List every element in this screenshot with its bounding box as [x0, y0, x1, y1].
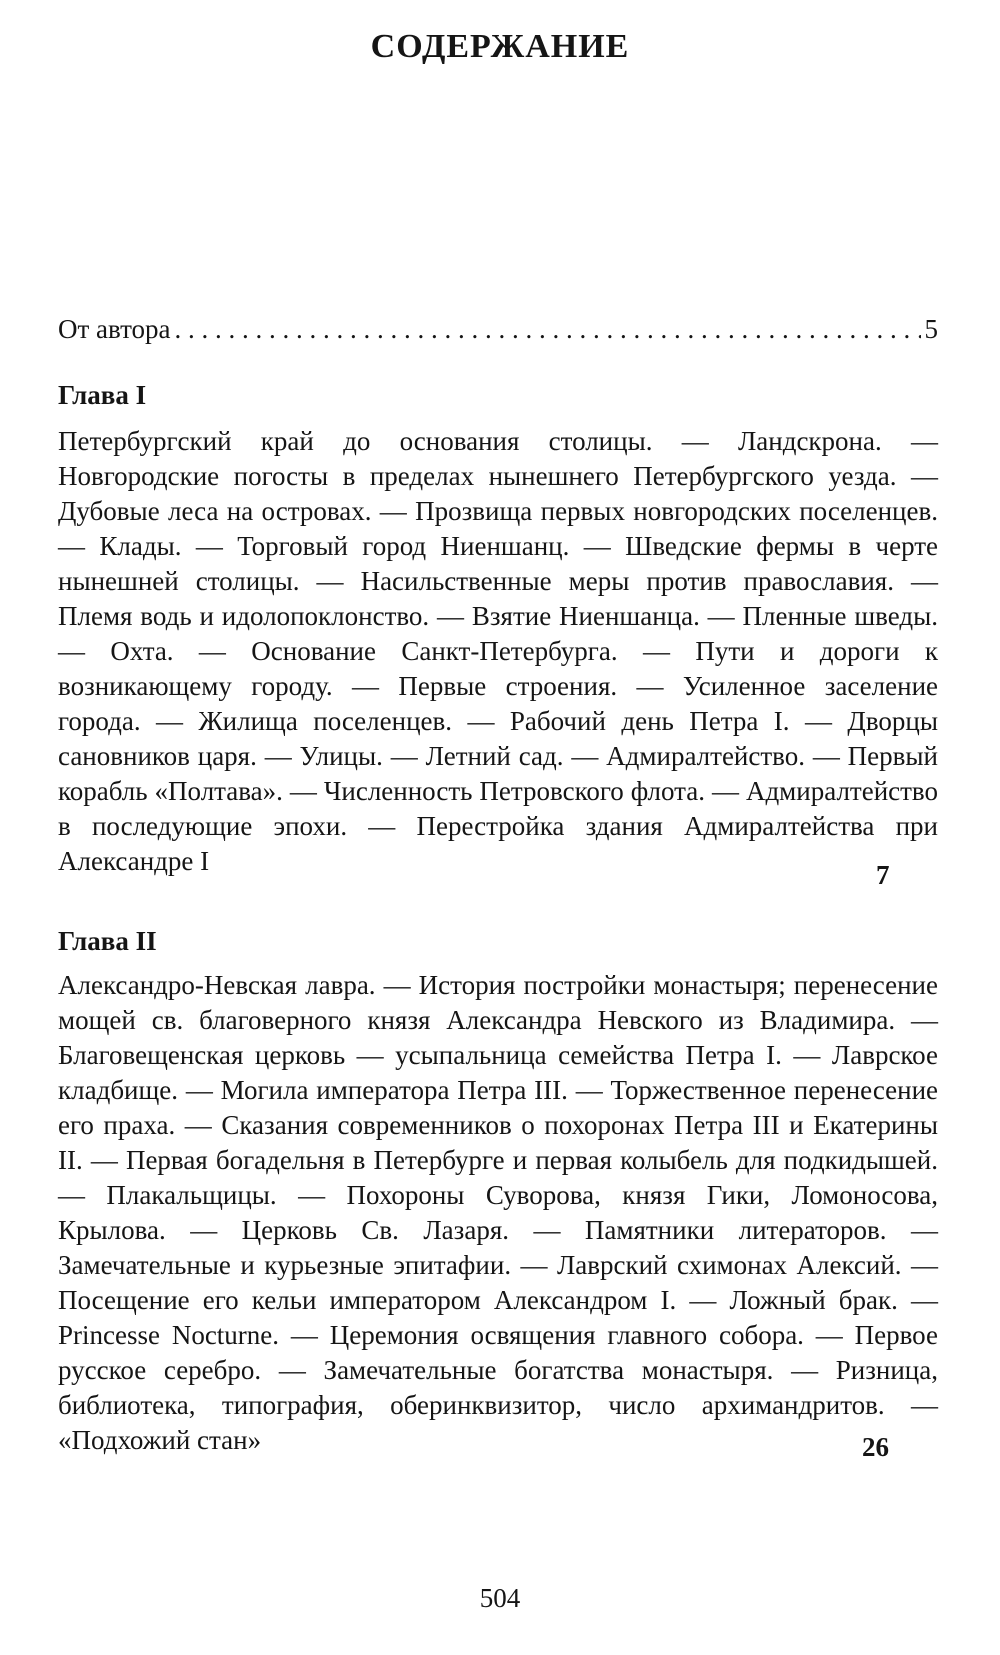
page-number: 504 [479, 1583, 521, 1613]
chapter-summary-text: Петербургский край до основания столицы. — Ландскрона. — Новгородские погосты в пределах нынешнего Петербургского уезда. — Дубовые леса на островах. — Прозвища первых новгородских поселенцев. — Клады. — Торговый город Ниеншанц. — Шведские фермы в черте нынешней столицы. — Насильственные меры против православия. — Племя водь и идолопоклонство. — Взятие Ниеншанца. — Пленные шведы. — Охта. — Основание Санкт-Петербурга. — Пути и дороги к возникающему городу. — Первые строения. — Усиленное заселение города. — Жилища поселенцев. — Рабочий день Петра I. — Дворцы сановников царя. — Улицы. — Летний сад. — Адмиралтейство. — Первый корабль «Полтава». — Численность Петровского флота. — Адмиралтейство в последующие эпохи. — Перестройка здания Адмиралтейства при Александре I [58, 426, 938, 876]
toc-entry-label: От автора [58, 314, 171, 344]
toc-entry-author[interactable] [58, 312, 938, 347]
page-title: СОДЕРЖАНИЕ [370, 28, 630, 65]
chapter-summary-1[interactable] [58, 424, 938, 879]
chapter-summary-2[interactable] [58, 968, 938, 1458]
chapter-summary-line [58, 424, 938, 879]
chapter-summary-line [58, 968, 938, 1458]
chapter-heading-1: Глава I [58, 380, 147, 410]
toc-entry-page-chapter-1: 7 [876, 860, 890, 890]
toc-entry-page-chapter-2: 26 [862, 1432, 889, 1462]
chapter-heading-2: Глава II [58, 926, 157, 956]
dot-leader [175, 312, 921, 347]
chapter-summary-text: Александро-Невская лавра. — История постройки монастыря; перенесение мощей св. благоверного князя Александра Невского из Владимира. — Благовещенская церковь — усыпальница семейства Петра I. — Лаврское кладбище. — Могила императора Петра III. — Торжественное перенесение его праха. — Сказания современников о похоронах Петра III и Екатерины II. — Первая богадельня в Петербурге и первая колыбель для подкидышей. — Плакальщицы. — Похороны Суворова, князя Гики, Ломоносова, Крылова. — Церковь Св. Лазаря. — Памятники литераторов. — Замечательные и курьезные эпитафии. — Лаврский схимонах Алексий. — Посещение его кельи императором Александром I. — Ложный брак. — Princesse Nocturne. — Церемония освящения главного собора. — Первое русское серебро. — Замечательные богатства монастыря. — Ризница, библиотека, типография, оберинквизитор, число архимандритов. — «Подхожий стан» [58, 970, 938, 1455]
toc-entry-page: 5 [924, 314, 938, 344]
